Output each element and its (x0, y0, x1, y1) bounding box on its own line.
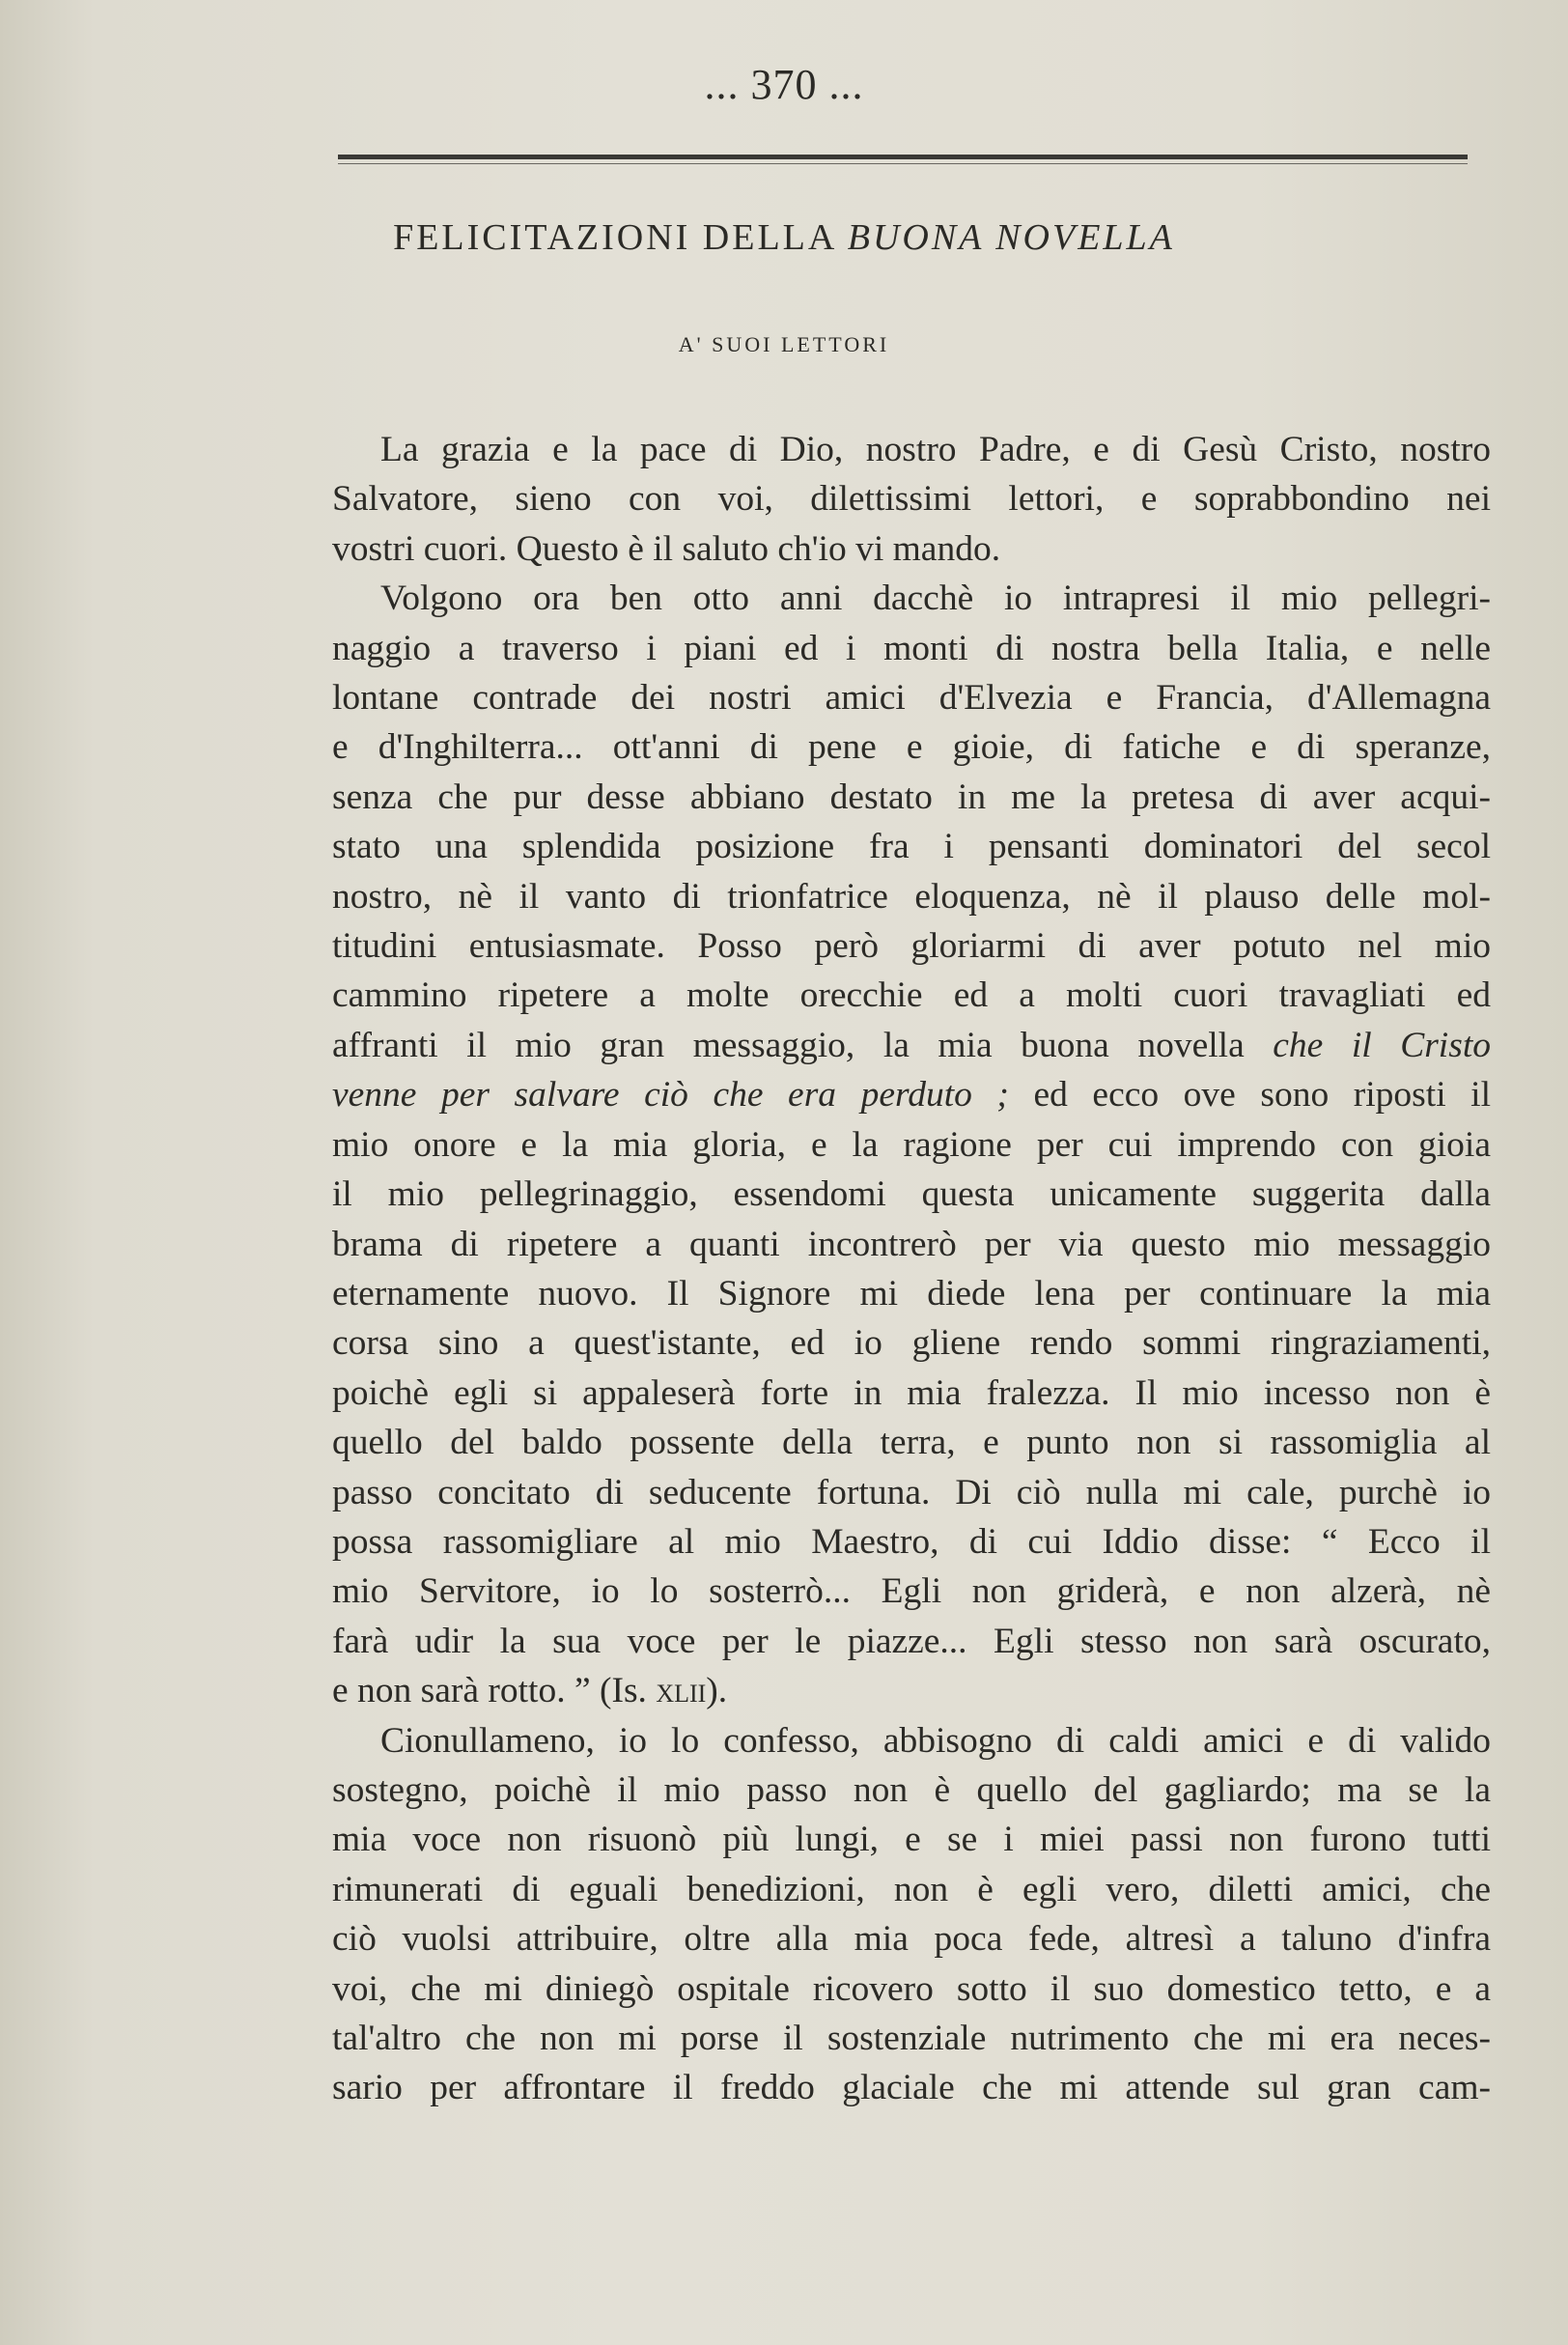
line-text: stato una splendida posizione fra i pensanti dominatori del secol (332, 827, 1491, 867)
italic-text: venne per salvare ciò che era perduto ; (332, 1075, 1009, 1116)
line-text: Salvatore, sieno con voi, dilettissimi lettori, e soprabbondino nei (332, 479, 1491, 520)
text-line (332, 1269, 1491, 1318)
text-line (332, 921, 1491, 971)
line-text: naggio a traverso i piani ed i monti di nostra bella Italia, e nelle (332, 628, 1491, 668)
line-text: senza che pur desse abbiano destato in me la pretesa di aver acqui- (332, 777, 1491, 817)
line-text: titudini entusiasmate. Posso però gloriarmi di aver potuto nel mio (332, 926, 1491, 967)
header-rule-thin (338, 163, 1468, 164)
title-italic: BUONA NOVELLA (847, 217, 1175, 258)
text-line (332, 624, 1491, 673)
line-text: quello del baldo possente della terra, e punto non si rassomiglia al (332, 1423, 1491, 1463)
line-text: corsa sino a quest'istante, ed io gliene rendo sommi ringraziamenti, (332, 1323, 1491, 1364)
text-line (332, 574, 1491, 623)
line-text: ciò vuolsi attribuire, oltre alla mia poca fede, altresì a taluno d'infra (332, 1919, 1491, 1960)
line-text: mio Servitore, io lo sosterrò... Egli non griderà, e non alzerà, nè (332, 1571, 1491, 1612)
text-line (332, 1468, 1491, 1517)
line-text: affranti il mio gran messaggio, la mia buona novella (332, 1025, 1245, 1065)
line-text: vostri cuori. Questo è il saluto ch'io vi mando. (332, 528, 1001, 569)
smallcaps-text: xlii (656, 1671, 707, 1711)
text-line (332, 1567, 1491, 1616)
line-text: poichè egli si appaleserà forte in mia fralezza. Il mio incesso non è (332, 1372, 1491, 1413)
text-line (332, 1070, 1491, 1119)
text-line (332, 1369, 1491, 1418)
text-line (332, 1120, 1491, 1170)
line-text: brama di ripetere a quanti incontrerò per via questo mio messaggio (332, 1224, 1491, 1264)
line-text: mio onore e la mia gloria, e la ragione per cui imprendo con gioia (332, 1124, 1491, 1165)
text-line (332, 1716, 1491, 1766)
line-text: sario per affrontare il freddo glaciale che mi attende sul gran cam- (332, 2068, 1491, 2108)
text-line (332, 1517, 1491, 1567)
line-text: il mio pellegrinaggio, essendomi questa unicamente suggerita dalla (332, 1174, 1491, 1215)
text-line (332, 474, 1491, 523)
text-line (332, 1964, 1491, 2014)
article-title (0, 216, 1568, 259)
line-text: rimunerati di eguali benedizioni, non è egli vero, diletti amici, che (332, 1869, 1491, 1909)
text-line (332, 1021, 1491, 1070)
line-text: possa rassomigliare al mio Maestro, di cui Iddio disse: “ Ecco il (332, 1521, 1491, 1562)
line-text: passo concitato di seducente fortuna. Di ciò nulla mi cale, purchè io (332, 1472, 1491, 1512)
line-tail: ). (706, 1671, 728, 1711)
text-line (332, 1318, 1491, 1368)
line-text: Volgono ora ben otto anni dacchè io intrapresi il mio pellegri- (380, 579, 1491, 619)
line-text: voi, che mi diniegò ospitale ricovero sotto il suo domestico tetto, e a (332, 1968, 1491, 2009)
title-prefix: FELICITAZIONI DELLA (393, 217, 836, 258)
text-line (332, 425, 1491, 474)
text-line (332, 1617, 1491, 1666)
text-line (332, 1815, 1491, 1864)
line-text: eternamente nuovo. Il Signore mi diede lena per continuare la mia (332, 1273, 1491, 1314)
line-text: cammino ripetere a molte orecchie ed a molti cuori travagliati ed (332, 975, 1491, 1016)
text-line (332, 1766, 1491, 1815)
line-text: lontane contrade dei nostri amici d'Elvezia e Francia, d'Allemagna (332, 678, 1491, 719)
line-text: e non sarà rotto. ” (Is. (332, 1671, 647, 1711)
text-line (332, 722, 1491, 772)
text-line (332, 524, 1491, 574)
line-text: mia voce non risuonò più lungi, e se i miei passi non furono tutti (332, 1820, 1491, 1860)
page-number: ... 370 ... (704, 61, 864, 108)
line-text: nostro, nè il vanto di trionfatrice eloquenza, nè il plauso delle mol- (332, 876, 1491, 917)
line-text: e d'Inghilterra... ott'anni di pene e gioie, di fatiche e di speranze, (332, 727, 1491, 768)
line-text: ed ecco ove sono riposti il (1033, 1075, 1492, 1116)
text-line (332, 872, 1491, 921)
text-line (332, 673, 1491, 722)
text-line (332, 1914, 1491, 1964)
text-line (332, 1418, 1491, 1467)
line-text: Cionullameno, io lo confesso, abbisogno di caldi amici e di valido (380, 1720, 1491, 1761)
text-line (332, 2063, 1491, 2112)
article-body (332, 425, 1491, 2113)
line-text: La grazia e la pace di Dio, nostro Padre, e di Gesù Cristo, nostro (380, 430, 1491, 469)
line-text: sostegno, poichè il mio passo non è quello del gagliardo; ma se la (332, 1769, 1491, 1810)
text-line (332, 971, 1491, 1020)
text-line (332, 822, 1491, 871)
text-line (332, 1666, 1491, 1715)
article-subtitle: A' SUOI LETTORI (678, 332, 890, 356)
text-line (332, 1170, 1491, 1219)
text-line (332, 773, 1491, 822)
text-line (332, 1865, 1491, 1914)
line-text: farà udir la sua voce per le piazze... Egli stesso non sarà oscurato, (332, 1621, 1491, 1661)
header-rule (338, 155, 1468, 159)
text-line (332, 1220, 1491, 1269)
line-text: tal'altro che non mi porse il sostenziale nutrimento che mi era neces- (332, 2019, 1491, 2058)
italic-text: che il Cristo (1273, 1025, 1491, 1065)
text-line (332, 2014, 1491, 2063)
